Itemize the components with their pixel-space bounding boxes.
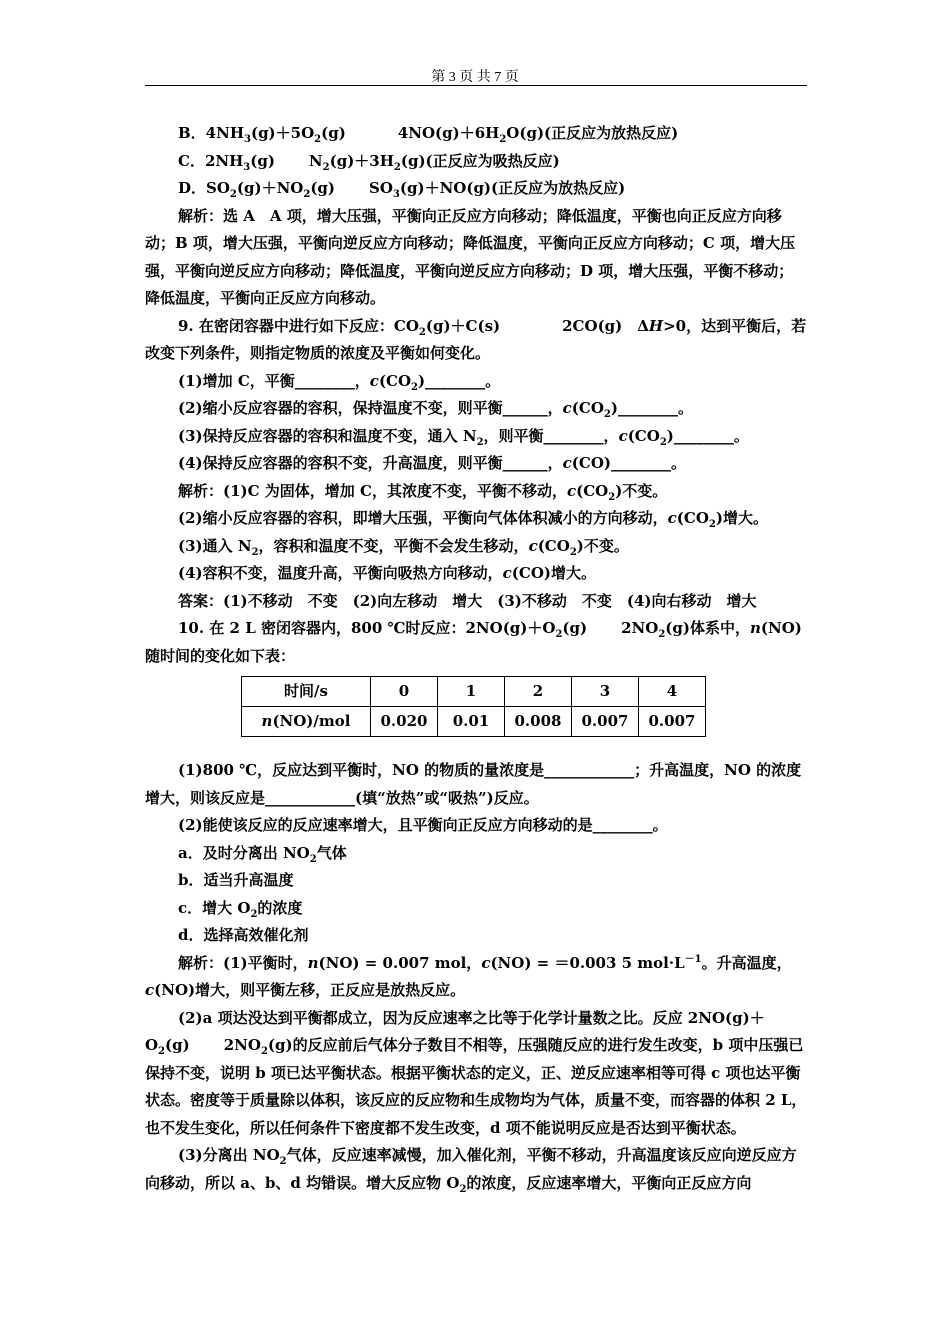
table-cell: 0.008	[505, 707, 572, 737]
q9-part4: (4)保持反应容器的容积不变，升高温度，则平衡______，c(CO)________。	[178, 454, 686, 472]
table-cell: 3	[572, 677, 639, 707]
table-cell: 1	[438, 677, 505, 707]
q9-part2: (2)缩小反应容器的容积，保持温度不变，则平衡______，$c(CO_2)\_\_\_\_\_\_\_\_$。	[178, 399, 693, 420]
table-cell: 0.01	[438, 707, 505, 737]
q8-analysis: 解析：选 A A 项，增大压强，平衡向正反应方向移动；降低温度，平衡也向正反应方向移动；B 项，增大压强，平衡向逆反应方向移动；降低温度，平衡向正反应方向移动；C 项，增大压强，平衡向逆反应方向移动；降低温度，平衡向逆反应方向移动；D 项，增大压强，平衡不移动；降低温度，平衡向正反应方向移动。	[145, 206, 796, 307]
option-d: D．$SO_2(g)+NO_2(g)$ $SO_3(g)+NO(g)$(正反应为放热反应)	[178, 179, 626, 200]
q9-analysis-3: (3)通入 $N_2$，容积和温度不变，平衡不会发生移动，$c(CO_2)$不变。	[178, 536, 629, 558]
q9-analysis-4: (4)容积不变，温度升高，平衡向吸热方向移动，c(CO)增大。	[178, 564, 596, 582]
table-header-time: 时间/s	[242, 677, 371, 707]
q9-part3: (3)保持反应容器的容积和温度不变，通入 $N_2$，则平衡________，$c(CO_2)\_\_\_\_\_\_\_\_$。	[178, 426, 749, 448]
q9-stem: 9. 在密闭容器中进行如下反应：$CO_2(g)+C(s)$ 2CO(g) ΔH>0，达到平衡后，若改变下列条件，则指定物质的浓度及平衡如何变化。	[145, 316, 807, 362]
q10-part1: (1)800 ℃，反应达到平衡时，NO 的物质的量浓度是____________；升高温度，NO 的浓度增大，则该反应是____________(填“放热”或“吸热”)反应。	[145, 761, 802, 807]
q10-option-d: d．选择高效催化剂	[178, 926, 309, 944]
q10-analysis-1: 解析：(1)平衡时，n(NO) = 0.007 mol，c(NO) = ＝0.003 5 $mol\cdot L^{-1}$。升高温度，c(NO)增大，则平衡左移，正反应是放热反应。	[145, 953, 792, 999]
page-body	[145, 120, 807, 1197]
table-header-n-no: n(NO)/mol	[242, 707, 371, 737]
table-cell: 0.007	[639, 707, 706, 737]
table-row	[242, 707, 706, 737]
header-rule	[145, 85, 807, 86]
q10-analysis-2: (2)a 项达没达到平衡都成立，因为反应速率之比等于化学计量数之比。反应 $2NO(g)+O_2(g)$ $2NO_2(g)$的反应前后气体分子数目不相等，压强随反应的进行发生改变，b 项中压强已保持不变，说明 b 项已达平衡状态。根据平衡状态的定义，正、逆反应速率相等可得 c 项也达平衡状态。密度等于质量除以体积，该反应的反应物和生成物均为气体，质量不变，而容器的体积 2 L，也不发生变化，所以任何条件下密度都不发生改变，d 项不能说明反应是否达到平衡状态。	[145, 1008, 807, 1137]
q10-option-b: b．适当升高温度	[178, 871, 294, 889]
q9-answer: 答案：(1)不移动 不变 (2)向左移动 增大 (3)不移动 不变 (4)向右移动 增大	[178, 591, 757, 610]
table-cell: 0.020	[371, 707, 438, 737]
q9-part1: (1)增加 C，平衡________，$c(CO_2)\_\_\_\_\_\_\_\_$。	[178, 371, 501, 393]
table-cell: 4	[639, 677, 706, 707]
no-time-table	[241, 676, 706, 737]
q9-analysis-2: (2)缩小反应容器的容积，即增大压强，平衡向气体体积减小的方向移动，$c(CO_2)$增大。	[178, 509, 768, 530]
q10-option-a: a．及时分离出 $NO_2$气体	[178, 843, 347, 865]
q10-option-c: c．增大 $O_2$的浓度	[178, 898, 303, 920]
q10-stem: 10. 在 2 L 密闭容器内，800 ℃时反应：$2NO(g)+O_2(g)$ $2NO_2(g)$体系中，n(NO)随时间的变化如下表：	[145, 619, 802, 665]
page-header: 第 3 页 共 7 页	[431, 70, 519, 85]
q9-analysis-1: 解析：(1)C 为固体，增加 C，其浓度不变，平衡不移动，$c(CO_2)$不变。	[178, 481, 668, 503]
q10-analysis-3: (3)分离出 $NO_2$气体，反应速率减慢，加入催化剂，平衡不移动，升高温度该反应向逆反应方向移动，所以 a、b、d 均错误。增大反应物 $O_2$的浓度，反应速率增大，平衡向正反应方向	[145, 1146, 797, 1195]
table-cell: 0	[371, 677, 438, 707]
q10-part2: (2)能使该反应的反应速率增大，且平衡向正反应方向移动的是________。	[178, 816, 668, 834]
table-row	[242, 677, 706, 707]
table-cell: 0.007	[572, 707, 639, 737]
option-c: C．$2NH_3(g)$ $N_2(g)+3H_2(g)$(正反应为吸热反应)	[178, 151, 560, 173]
option-b: B．$4NH_3(g)+5O_2(g)$ $4NO(g)+6H_2O(g)$(正反应为放热反应)	[178, 124, 679, 145]
table-cell: 2	[505, 677, 572, 707]
